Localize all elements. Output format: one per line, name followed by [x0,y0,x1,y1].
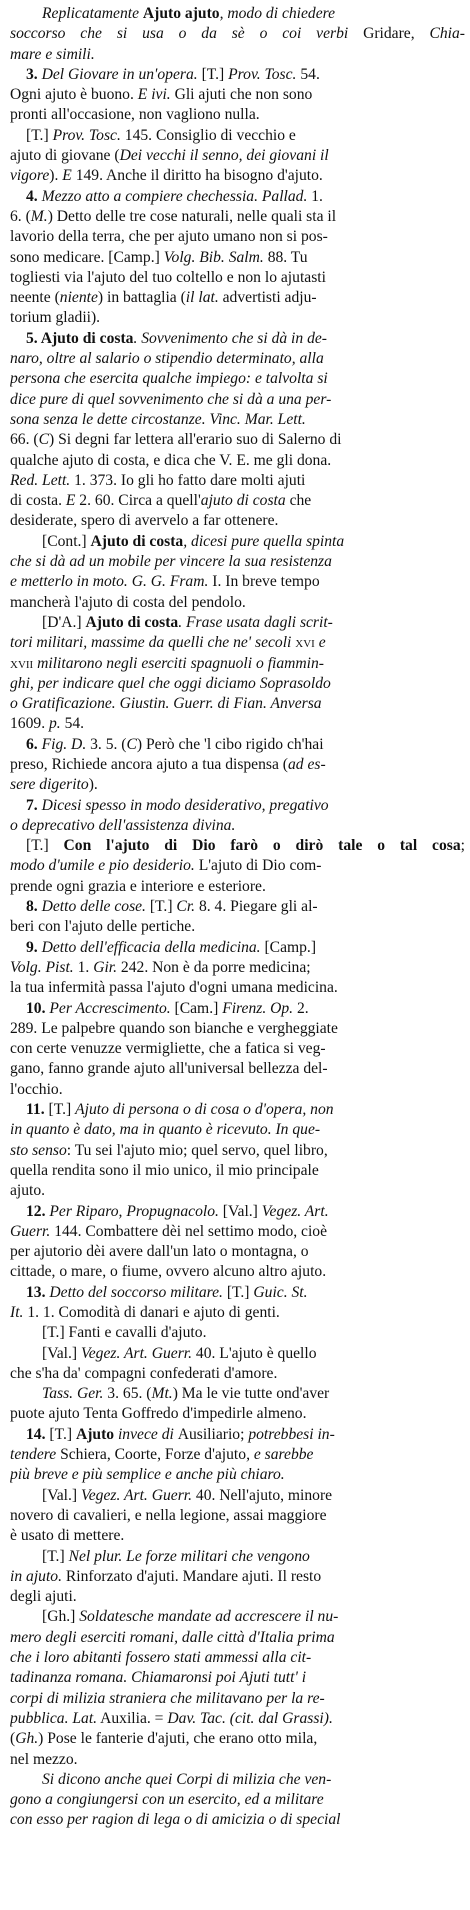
text-segment: [Gh.] [42,1608,80,1626]
text-segment: Gli ajuti che non sono [170,86,313,104]
text-line [10,958,465,978]
text-segment: gano, fanno grande ajuto all'universal bellezza del- [10,1060,328,1078]
text-segment: 5. Ajuto di costa [26,329,134,347]
text-segment: ). [88,776,98,794]
text-line [10,654,465,674]
text-segment: 14. [26,1425,46,1443]
text-segment: Firenz. Op. [222,999,294,1017]
text-line [10,593,465,613]
text-segment: . Frase usata dagli scrit- [178,613,333,631]
text-segment: Tass. Ger. [42,1385,104,1403]
text-segment: preso, Richiede ancora ajuto a tua dispensa ( [10,755,288,773]
text-segment: Ausiliario; [177,1425,249,1443]
text-segment: ) Pose le fanterie d'ajuti, che erano otto mila, [38,1730,318,1748]
text-segment: Con l'ajuto di Dio farò o dirò tale o tal cosa [63,837,461,855]
text-line [10,1547,465,1567]
text-segment: 54. [60,715,85,733]
text-segment: 40. L'ajuto è quello [192,1344,317,1362]
text-segment: 8. 4. Piegare gli al- [195,898,318,916]
text-segment: , e sarebbe [246,1446,314,1464]
text-line [10,1404,465,1424]
text-segment: 1. 1. Comodità di danari e ajuto di genti. [23,1304,280,1321]
text-line [10,390,465,410]
text-segment: Detto del soccorso militare. [45,1283,227,1301]
text-line [10,714,465,734]
text-segment: in ajuto. [10,1567,62,1585]
text-segment: qualche ajuto di costa, e dica che V. E. me gli dona. [10,451,332,469]
text-segment: 1609. [10,715,49,733]
text-line [10,1323,465,1343]
text-line [10,755,465,775]
text-line [10,694,465,714]
text-line [10,308,465,328]
text-line [10,572,465,592]
text-line [10,65,465,85]
text-segment: [T.] [45,1425,76,1443]
text-line [10,1019,465,1039]
text-segment: Ajuto ajuto [142,5,220,22]
text-segment: e [314,634,326,652]
text-line [10,491,465,511]
text-segment: p. [48,715,61,733]
text-segment: [T.] [201,65,229,83]
text-segment: 149. Anche il diritto ha bisogno d'ajuto. [71,167,323,185]
text-segment: che si dà ad un mobile per vincere la sua resistenza [10,553,332,571]
text-line [10,1567,465,1587]
text-segment: Chia- [429,25,465,43]
text-segment: Dav. Tac. (cit. dal Grassi). [167,1709,333,1727]
text-line [10,1303,465,1323]
text-segment: Ajuto di persona o di cosa o d'opera, non [75,1101,334,1119]
text-segment: Mt. [151,1385,173,1403]
text-segment: invece di [114,1425,178,1443]
text-line [10,1607,465,1627]
text-segment: vigore [10,167,50,185]
text-line [10,1425,465,1445]
text-segment: 1. [73,958,94,976]
text-segment: Rinforzato d'ajuti. Mandare ajuti. Il resto [61,1567,322,1585]
text-segment: 2. [293,999,309,1017]
text-line [10,1100,465,1120]
text-line [10,187,465,207]
text-segment: E ivi. [137,86,171,104]
text-line [10,248,465,268]
text-segment: Schiera, Coorte, Forze d'ajuto [60,1446,247,1464]
text-segment: . Sovvenimento che si dà in de- [133,329,327,347]
text-segment: naro, oltre al salario o stipendio determinato, alla [10,350,324,368]
text-segment: It. [10,1304,24,1321]
text-segment: persona che esercita qualche impiego: e talvolta si [10,370,328,388]
text-line [10,674,465,694]
text-segment: 10. [26,999,46,1017]
text-segment: 145. Consiglio di vecchio e [120,126,296,144]
text-segment: ajuto. [10,1182,46,1200]
text-line [10,85,465,105]
text-line [10,410,465,430]
text-line [10,1080,465,1100]
text-line [10,1587,465,1607]
text-segment: Mezzo atto a compiere chechessia. Pallad. [37,187,308,205]
text-line [10,207,465,227]
text-segment: Auxilia. = [97,1709,168,1727]
text-segment: niente [59,289,98,307]
text-line [10,24,465,44]
text-segment: 3. 5. ( [86,735,127,753]
text-segment: lavorio della terra, che per ajuto umano non si pos- [10,228,328,246]
text-segment: con esso per ragion di lega o di amicizia o di special [10,1811,341,1829]
text-segment: togliesti via l'ajuto del tuo coltello e non lo ajutasti [10,268,326,286]
text-segment: xvii [10,654,34,672]
text-line [10,633,465,653]
text-line [10,1344,465,1364]
text-line [10,166,465,186]
text-line [10,999,465,1019]
text-segment: Detto delle cose. [37,898,150,916]
text-segment: soccorso che si usa o da sè o coi verbi [10,25,364,43]
text-segment: Guerr. [10,1222,51,1240]
text-segment: Prov. Tosc. [228,65,297,83]
text-line [10,1120,465,1140]
dictionary-text-column [10,4,465,1831]
text-line [10,978,465,998]
text-segment: 3. [26,65,38,83]
text-segment: tendere [10,1446,61,1464]
text-segment: puote ajuto Tenta Goffredo d'impedirle almeno. [10,1405,307,1423]
text-line [10,917,465,937]
text-line [10,1750,465,1770]
text-line [10,1222,465,1242]
text-segment: mare e simili. [10,45,95,63]
text-line [10,796,465,816]
text-line [10,775,465,795]
text-segment: , modo di chiedere [219,5,336,22]
text-segment: sto senso [10,1141,67,1159]
text-line [10,1668,465,1688]
text-line [10,471,465,491]
text-line [10,105,465,125]
text-segment: dice pure di quel sovvenimento che si dà a una per- [10,390,332,408]
text-line [10,1364,465,1384]
text-segment: 144. Combattere dèi nel settimo modo, cioè [50,1222,328,1240]
text-line [10,552,465,572]
text-segment: 40. Nell'ajuto, minore [192,1486,333,1504]
text-segment: e metterlo in moto. G. G. Fram. [10,573,209,591]
text-segment: ) Però che 'l cibo rigido ch'hai [136,735,324,753]
text-segment: degli ajuti. [10,1588,77,1606]
text-line [10,877,465,897]
text-line [10,1465,465,1485]
text-segment: [T.] [26,126,53,144]
text-line [10,1648,465,1668]
text-segment: Gir. [93,958,118,976]
text-line [10,1283,465,1303]
text-segment: [T.] [226,1283,254,1301]
text-segment: 66. ( [10,431,39,449]
text-line [10,1039,465,1059]
text-segment: potrebbesi in- [248,1425,335,1443]
text-segment: desiderate, spero di avervelo a far ottenere. [10,512,279,530]
text-segment: Dicesi spesso in modo desiderativo, pregativo [37,796,329,814]
text-segment: 6. [26,735,38,753]
text-segment: xvi [295,634,315,652]
text-segment: Vegez. Art. Guerr. [80,1344,192,1362]
text-segment: 54. [296,65,320,83]
text-segment: ). [49,167,63,185]
text-line [10,4,465,24]
text-segment: [Camp.] [264,938,317,956]
text-line [10,1181,465,1201]
text-segment: beri con l'ajuto delle pertiche. [10,918,196,936]
text-segment: cittade, o mare, o fiume, ovvero alcuno altro ajuto. [10,1263,327,1281]
text-segment: 9. [26,938,38,956]
text-line [10,1709,465,1729]
text-segment: è usato di mettere. [10,1527,125,1545]
text-segment: Del Giovare in un'opera. [37,65,202,83]
text-segment: Guic. St. [253,1283,308,1301]
text-segment: 2. 60. Circa a quell' [75,492,201,510]
text-segment: 8. [26,898,38,916]
text-line [10,1729,465,1749]
text-segment: Nel plur. Le forze militari che vengono [68,1547,310,1565]
text-line [10,532,465,552]
text-line [10,1526,465,1546]
text-segment: sono medicare. [Camp.] [10,248,164,266]
text-segment: 1. [307,187,323,205]
text-line [10,1770,465,1790]
text-line [10,735,465,755]
text-segment: Detto dell'efficacia della medicina. [37,938,265,956]
text-segment: ajuto di costa [200,492,286,510]
text-segment: ) Si degni far lettera all'erario suo di Salerno di [49,431,342,449]
text-line [10,816,465,836]
text-segment: [T.] [26,837,64,855]
text-line [10,1141,465,1161]
text-segment: ; [460,837,465,855]
text-segment: 6. ( [10,207,31,225]
text-segment: il lat. [185,289,219,307]
text-segment: I. In breve tempo [208,573,320,591]
text-line [10,146,465,166]
text-segment: sere digerito [10,776,89,794]
text-segment: 7. [26,796,38,814]
text-line [10,288,465,308]
text-segment: con certe venuzze vermigliette, che a fatica si veg- [10,1040,326,1058]
text-line [10,1689,465,1709]
text-segment: ) Ma le vie tutte ond'aver [172,1385,330,1403]
text-segment: corpi di milizia straniera che militavano per la re- [10,1689,325,1707]
text-segment: Cr. [176,898,196,916]
text-segment: gono a congiungersi con un esercito, ed a militare [10,1791,324,1809]
text-segment: ) Detto delle tre cose naturali, nelle quali sta il [47,207,337,225]
text-segment: [T.] [44,1101,76,1119]
text-segment: Vegez. Art. [261,1202,329,1220]
text-segment: [Cont.] [42,532,91,550]
text-segment: 242. Non è da porre medicina; [117,958,311,976]
text-segment: 13. [26,1283,46,1301]
text-line [10,349,465,369]
text-segment: ( [10,1730,16,1748]
text-segment: C [38,431,49,449]
text-line [10,1242,465,1262]
text-line [10,268,465,288]
text-segment: che i loro abitanti fossero stati ammessi alla cit- [10,1649,312,1667]
text-segment: E [62,167,72,185]
text-segment: Prov. Tosc. [52,126,121,144]
text-segment: [Val.] [222,1202,262,1220]
text-segment: C [126,735,137,753]
text-segment: Volg. Pist. [10,958,74,976]
text-line [10,1202,465,1222]
text-segment: 289. Le palpebre quando son bianche e vergheggiate [10,1019,338,1037]
text-segment: 11. [26,1101,45,1119]
text-line [10,1790,465,1810]
text-segment: Gridare, [363,25,430,43]
text-segment: Ajuto [75,1425,115,1443]
text-segment: Ajuto di costa [90,532,184,550]
text-segment: ad es- [288,755,326,773]
text-segment: Ajuto di costa [85,613,179,631]
text-segment: 1. 373. Io gli ho fatto dare molti ajuti [70,471,306,489]
text-segment: militarono negli eserciti spagnuoli o fiammin- [33,654,324,672]
text-segment: o Gratificazione. Giustin. Guerr. di Fian. Anversa [10,695,322,713]
text-segment: per ajutorio dèi avere dall'un lato o montagna, o [10,1243,309,1261]
text-segment: pubblica. Lat. [10,1709,98,1727]
text-segment: mero degli eserciti romani, dalle città d'Italia prima [10,1628,335,1646]
text-segment: Red. Lett. [10,471,71,489]
text-segment: ghi, per indicare quel che oggi diciamo Soprasoldo [10,674,331,692]
text-line [10,126,465,146]
text-line [10,1506,465,1526]
text-segment: advertisti adju- [218,289,317,307]
text-segment: l'occhio. [10,1080,63,1098]
text-segment: Si dicono anche quei Corpi di milizia che ven- [42,1770,332,1788]
text-line [10,1628,465,1648]
text-line [10,1445,465,1465]
text-segment: 4. [26,187,38,205]
text-segment: neente ( [10,289,60,307]
text-segment: più breve e più semplice e anche più chiaro. [10,1466,285,1484]
text-segment: Gh. [15,1730,39,1748]
text-segment: che s'ha da' compagni confederati d'amore. [10,1364,278,1382]
text-segment: 3. 65. ( [103,1385,152,1403]
text-line [10,430,465,450]
text-segment: [D'A.] [42,613,86,631]
text-segment: Soldatesche mandate ad accrescere il nu- [79,1608,339,1626]
text-segment: Volg. Bib. Salm. [163,248,264,266]
text-line [10,613,465,633]
text-line [10,1262,465,1282]
text-line [10,1810,465,1830]
text-segment: [Val.] [42,1486,81,1504]
text-segment: : Tu sei l'ajuto mio; quel servo, quel libro, [66,1141,328,1159]
text-segment: , dicesi pure quella spinta [183,532,345,550]
text-line [10,938,465,958]
text-line [10,1486,465,1506]
text-segment: Dei vecchi il senno, dei giovani il [119,147,329,165]
text-segment: L'ajuto di Dio com- [194,857,322,875]
text-segment: ajuto di giovane ( [10,147,120,165]
text-segment: quella rendita sono il mio unico, il mio principale [10,1161,319,1179]
text-segment: ) in battaglia ( [97,289,186,307]
text-line [10,329,465,349]
text-segment: M. [30,207,48,225]
text-segment: [Val.] [42,1344,81,1362]
text-segment: o deprecativo dell'assistenza divina. [10,816,236,834]
text-segment: Ogni ajuto è buono. [10,86,138,104]
text-line [10,511,465,531]
text-segment: 88. Tu [263,248,308,266]
text-line [10,897,465,917]
text-segment: nel mezzo. [10,1750,78,1768]
text-segment: Replicatamente [42,5,143,22]
text-segment: Per Accrescimento. [45,999,175,1017]
text-segment: E [65,492,76,510]
text-segment: torium gladii). [10,309,101,327]
text-segment: 12. [26,1202,46,1220]
text-segment: Vegez. Art. Guerr. [80,1486,192,1504]
text-segment: [T.] [149,898,177,916]
text-line [10,451,465,471]
text-segment: la tua infermità passa l'ajuto d'ogni umana medicina. [10,979,338,997]
text-line [10,836,465,856]
text-segment: di costa. [10,492,66,510]
text-segment: in quanto è dato, ma in quanto è ricevuto. In que- [10,1121,321,1139]
text-segment: Fig. D. [37,735,87,753]
text-line [10,1161,465,1181]
text-segment: pronti all'occasione, non vagliono nulla. [10,106,260,124]
text-segment: [Cam.] [174,999,223,1017]
text-line [10,1059,465,1079]
text-segment: [T.] [42,1547,69,1565]
text-segment: novero di cavalieri, e nella legione, assai maggiore [10,1506,327,1524]
text-segment: sona senza le dette circostanze. Vinc. Mar. Lett. [10,410,306,428]
text-line [10,1384,465,1404]
text-line [10,369,465,389]
text-line [10,45,465,65]
text-line [10,227,465,247]
text-segment: tadinanza romana. Chiamaronsi poi Ajuti tutt' i [10,1669,307,1687]
text-segment: modo d'umile e pio desiderio. [10,857,195,875]
text-segment: tori militari, massime da quelli che ne' secoli [10,634,296,652]
text-segment: Per Riparo, Propugnacolo. [45,1202,223,1220]
text-segment: che [285,492,312,510]
text-segment: prende ogni grazia e interiore e esteriore. [10,877,266,895]
text-segment: mancherà l'ajuto di costa del pendolo. [10,593,246,611]
text-line [10,856,465,876]
text-segment: [T.] Fanti e cavalli d'ajuto. [42,1324,207,1342]
